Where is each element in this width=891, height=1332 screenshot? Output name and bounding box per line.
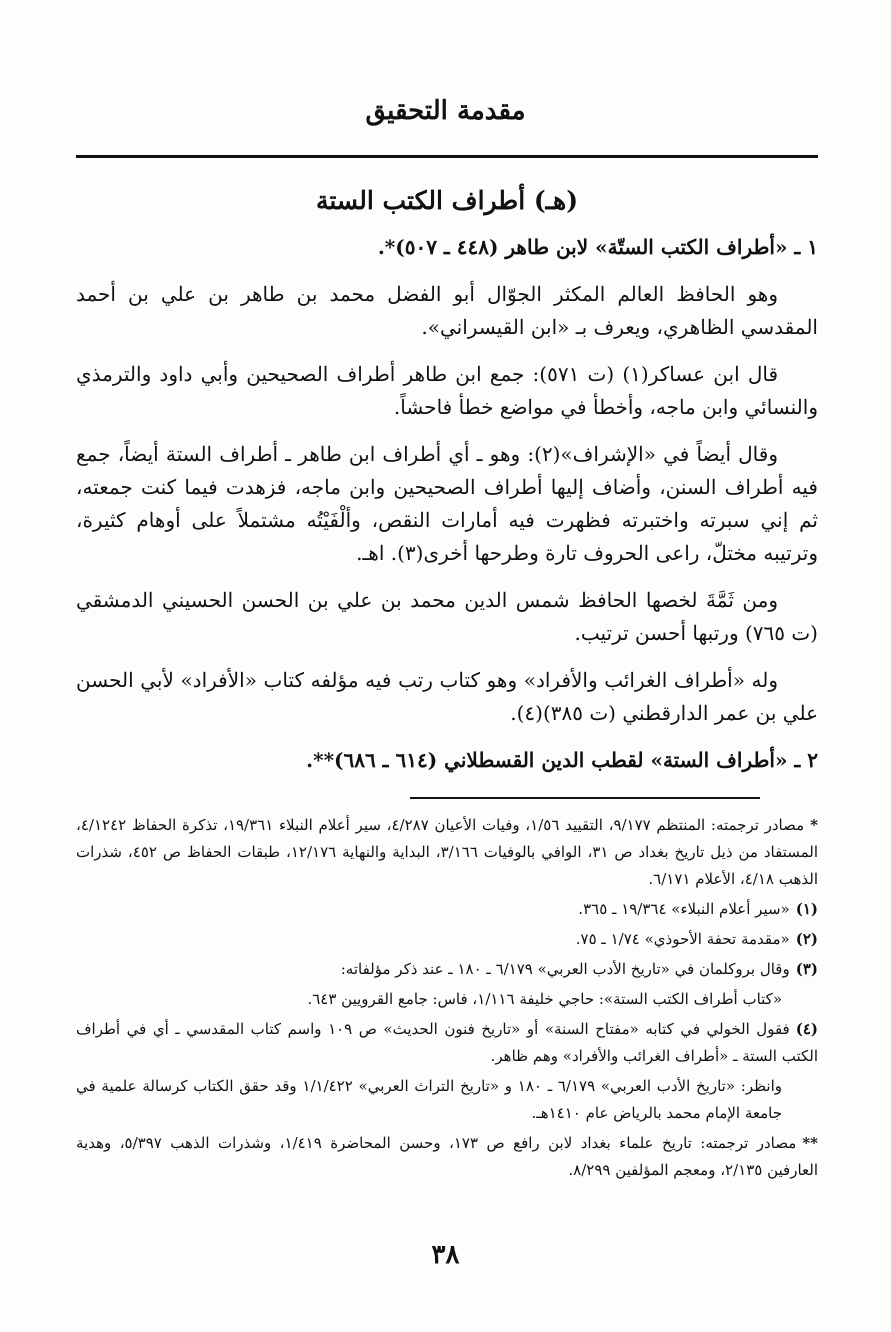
item-heading-1: ١ ـ «أطراف الكتب الستّة» لابن طاهر (٤٤٨ ـ ٥٠٧)*. bbox=[377, 235, 818, 259]
footnote-text: فقول الخولي في كتابه «مفتاح السنة» أو «تاريخ فنون الحديث» ص ١٠٩ واسم كتاب المقدسي ـ أي في أطراف الكتب الستة ـ «أطراف الغرائب والأفراد» وهم ظاهر. bbox=[76, 1020, 818, 1065]
footnote bbox=[76, 926, 818, 953]
paragraph: ومن ثَمَّةَ لخصها الحافظ شمس الدين محمد بن علي بن الحسن الحسيني الدمشقي (ت ٧٦٥) ورتبها أحسن ترتيب. bbox=[76, 588, 818, 645]
footnote-mark: ** bbox=[802, 1134, 818, 1152]
page-number: ٣٨ bbox=[431, 1240, 460, 1270]
footnote-text: «كتاب أطراف الكتب الستة»: حاجي خليفة ١/١١٦، فاس: جامع القرويين ٦٤٣. bbox=[307, 990, 782, 1008]
footnote-mark: (٢) bbox=[795, 930, 818, 948]
footnote-mark: (٣) bbox=[795, 960, 818, 978]
item-heading-2: ٢ ـ «أطراف الستة» لقطب الدين القسطلاني (٦١٤ ـ ٦٨٦)**. bbox=[306, 748, 818, 772]
paragraph: قال ابن عساكر(١) (ت ٥٧١): جمع ابن طاهر أطراف الصحيحين وأبي داود والترمذي والنسائي وابن ماجه، وأخطأ في مواضع خطأ فاحشاً. bbox=[76, 362, 818, 419]
footnote-text: وانظر: «تاريخ الأدب العربي» ٦/١٧٩ ـ ١٨٠ و «تاريخ التراث العربي» ١/١/٤٢٢ وقد حقق الكتاب كرسالة علمية في جامعة الإمام محمد بالرياض عام ١٤١٠هـ. bbox=[76, 1077, 782, 1122]
page-header-title: مقدمة التحقيق bbox=[365, 96, 526, 126]
footnotes bbox=[76, 812, 818, 1187]
footnote-text: وقال بروكلمان في «تاريخ الأدب العربي» ٦/١٧٩ ـ ١٨٠ ـ عند ذكر مؤلفاته: bbox=[340, 960, 790, 978]
section-title: (هـ) أطراف الكتب الستة bbox=[315, 186, 579, 215]
main-text bbox=[76, 186, 818, 791]
footnote-text: مصادر ترجمته: المنتظم ٩/١٧٧، التقييد ١/٥٦، وفيات الأعيان ٤/٢٨٧، سير أعلام النبلاء ١٩/٣٦١، تذكرة الحفاظ ٤/١٢٤٢، المستفاد من ذيل تاريخ بغداد ص ٣١، الوافي بالوفيات ٣/١٦٦، البداية والنهاية ١٢/١٧٦، طبقات الحفاظ ص ٤٥٢، شذرات الذهب ٤/١٨، الأعلام ٦/١٧١. bbox=[76, 816, 818, 888]
footnote-continuation bbox=[76, 1073, 782, 1127]
paragraph: وله «أطراف الغرائب والأفراد» وهو كتاب رتب فيه مؤلفه كتاب «الأفراد» لأبي الحسن علي بن عمر الدارقطني (ت ٣٨٥)(٤). bbox=[76, 668, 818, 725]
footnote bbox=[76, 896, 818, 923]
header-divider bbox=[76, 155, 818, 158]
footnote-continuation bbox=[76, 986, 782, 1013]
footnote bbox=[76, 956, 818, 983]
footnote bbox=[76, 1130, 818, 1184]
footnote-divider bbox=[410, 797, 760, 799]
footnote-mark: * bbox=[810, 816, 819, 834]
footnote-text: «مقدمة تحفة الأحوذي» ١/٧٤ ـ ٧٥. bbox=[575, 930, 790, 948]
paragraph: وقال أيضاً في «الإشراف»(٢): وهو ـ أي أطراف ابن طاهر ـ أطراف الستة أيضاً، جمع فيه أطراف السنن، وأضاف إليها أطراف الصحيحين وابن ماجه، فزهدت فيما كنت جمعته، ثم إني سبرته واختبرته فظهرت فيه أمارات النقص، وألْفَيْتُه مشتملاً على أوهام كثيرة، وترتيبه مختلّ، راعى الحروف تارة وطرحها أخرى(٣). اهـ. bbox=[76, 442, 818, 565]
footnote bbox=[76, 1016, 818, 1070]
footnote-mark: (٤) bbox=[795, 1020, 818, 1038]
footnote-text: «سير أعلام النبلاء» ١٩/٣٦٤ ـ ٣٦٥. bbox=[578, 900, 790, 918]
footnote-mark: (١) bbox=[795, 900, 818, 918]
paragraph: وهو الحافظ العالم المكثر الجوّال أبو الفضل محمد بن طاهر بن علي بن أحمد المقدسي الظاهري، ويعرف بـ «ابن القيسراني». bbox=[76, 282, 818, 339]
footnote-text: مصادر ترجمته: تاريخ علماء بغداد لابن رافع ص ١٧٣، وحسن المحاضرة ١/٤١٩، وشذرات الذهب ٥/٣٩٧، وهدية العارفين ٢/١٣٥، ومعجم المؤلفين ٨/٢٩٩. bbox=[76, 1134, 818, 1179]
footnote bbox=[76, 812, 818, 893]
